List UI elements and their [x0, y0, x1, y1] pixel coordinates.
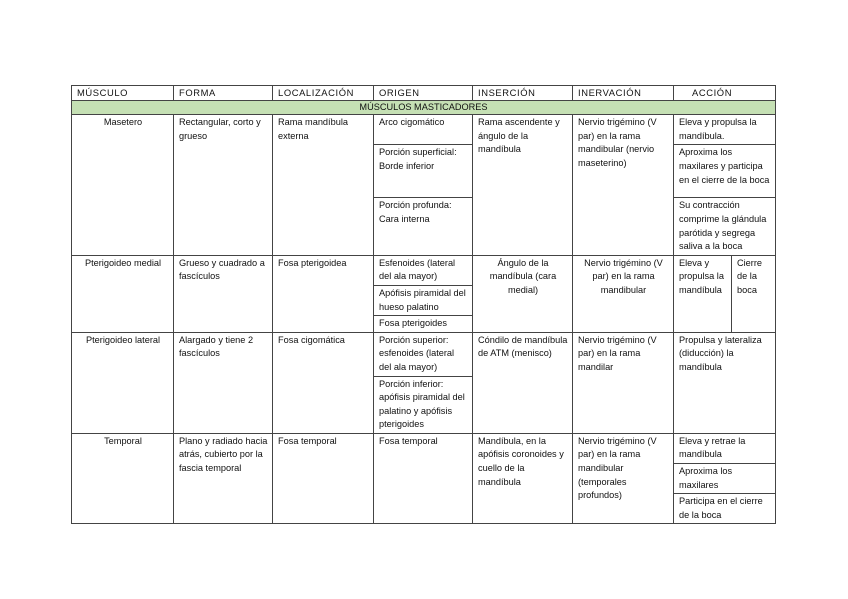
header-accion: ACCIÓN [674, 86, 776, 101]
inervacion-cell: Nervio trigémino (V par) en la rama mandibular (temporales profundos) [573, 433, 674, 524]
header-localizacion: LOCALIZACIÓN [273, 86, 374, 101]
accion-cell: Participa en el cierre de la boca [674, 494, 776, 524]
musculo-cell: Pterigoideo medial [72, 255, 174, 332]
origen-cell: Fosa pterigoides [374, 316, 473, 333]
musculo-cell: Pterigoideo lateral [72, 332, 174, 433]
origen-cell: Fosa temporal [374, 433, 473, 524]
header-forma: FORMA [174, 86, 273, 101]
table-row [72, 255, 776, 285]
origen-cell: Porción superficial: Borde inferior [374, 145, 473, 198]
accion-cell: Eleva y propulsa la mandíbula [674, 255, 732, 332]
muscle-table [71, 85, 776, 524]
table-row [72, 433, 776, 463]
musculo-cell: Temporal [72, 433, 174, 524]
origen-cell: Porción superior: esfenoides (lateral del ala mayor) [374, 332, 473, 376]
localizacion-cell: Rama mandíbula externa [273, 115, 374, 256]
localizacion-cell: Fosa temporal [273, 433, 374, 524]
forma-cell: Alargado y tiene 2 fascículos [174, 332, 273, 433]
header-row [72, 86, 776, 101]
accion-cell: Cierre de la boca [732, 255, 776, 332]
localizacion-cell: Fosa cigomática [273, 332, 374, 433]
header-origen: ORIGEN [374, 86, 473, 101]
accion-cell: Propulsa y lateraliza (diducción) la mandíbula [674, 332, 776, 433]
insercion-cell: Cóndilo de mandíbula de ATM (menisco) [473, 332, 573, 433]
origen-cell: Esfenoides (lateral del ala mayor) [374, 255, 473, 285]
origen-cell: Porción inferior: apófisis piramidal del palatino y apófisis pterigoides [374, 376, 473, 433]
header-insercion: INSERCIÓN [473, 86, 573, 101]
insercion-cell: Mandíbula, en la apófisis coronoides y cuello de la mandíbula [473, 433, 573, 524]
accion-cell: Aproxima los maxilares y participa en el cierre de la boca [674, 145, 776, 198]
inervacion-cell: Nervio trigémino (V par) en la rama mandilar [573, 332, 674, 433]
forma-cell: Plano y radiado hacia atrás, cubierto por la fascia temporal [174, 433, 273, 524]
origen-cell: Arco cigomático [374, 115, 473, 145]
table-row [72, 332, 776, 376]
table-row [72, 115, 776, 145]
section-title: MÚSCULOS MASTICADORES [72, 100, 776, 115]
inervacion-cell: Nervio trigémino (V par) en la rama mandibular (nervio maseterino) [573, 115, 674, 256]
localizacion-cell: Fosa pterigoidea [273, 255, 374, 332]
accion-cell: Eleva y retrae la mandíbula [674, 433, 776, 463]
accion-cell: Aproxima los maxilares [674, 464, 776, 494]
forma-cell: Grueso y cuadrado a fascículos [174, 255, 273, 332]
header-musculo: MÚSCULO [72, 86, 174, 101]
section-row [72, 100, 776, 115]
origen-cell: Apófisis piramidal del hueso palatino [374, 285, 473, 315]
accion-cell: Eleva y propulsa la mandíbula. [674, 115, 776, 145]
insercion-cell: Rama ascendente y ángulo de la mandíbula [473, 115, 573, 256]
header-inervacion: INERVACIÓN [573, 86, 674, 101]
insercion-cell: Ángulo de la mandíbula (cara medial) [473, 255, 573, 332]
musculo-cell: Masetero [72, 115, 174, 256]
inervacion-cell: Nervio trigémino (V par) en la rama mandibular [573, 255, 674, 332]
origen-cell: Porción profunda: Cara interna [374, 198, 473, 255]
forma-cell: Rectangular, corto y grueso [174, 115, 273, 256]
accion-cell: Su contracción comprime la glándula parótida y segrega saliva a la boca [674, 198, 776, 255]
